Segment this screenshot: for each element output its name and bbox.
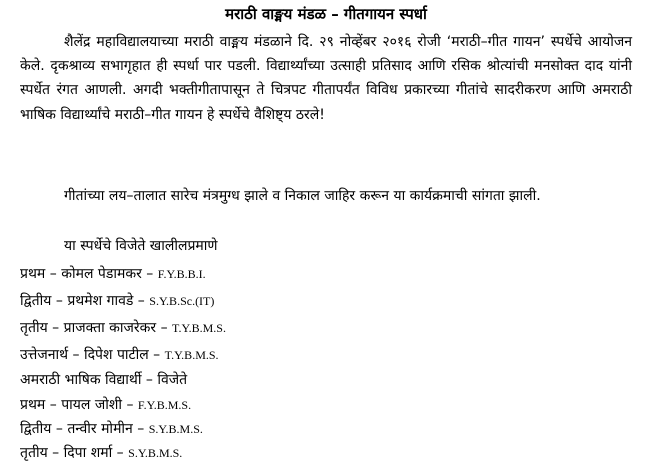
- winner-class: S.Y.B.M.S.: [128, 446, 183, 460]
- winner-rank: तृतीय: [20, 320, 48, 336]
- separator: –: [45, 397, 62, 413]
- closing-paragraph: गीतांच्या लय–तालात सारेच मंत्रमुग्ध झाले व निकाल जाहिर करून या कार्यक्रमाची सांगता झाली.: [64, 188, 541, 204]
- winner-entry: [20, 393, 191, 417]
- separator: –: [112, 445, 129, 461]
- winner-entry: [20, 262, 206, 286]
- separator: –: [156, 320, 173, 336]
- separator: –: [51, 293, 68, 309]
- winner-class: S.Y.B.Sc.(IT): [149, 294, 215, 308]
- winner-name: प्रथमेश गावडे: [67, 293, 134, 309]
- winner-name: कोमल पेडामकर: [61, 266, 142, 282]
- winner-class: T.Y.B.M.S.: [164, 348, 219, 362]
- intro-paragraph: शैलेंद्र महाविद्यालयाच्या मराठी वाङ्मय मंडळाने दि. २९ नोव्हेंबर २०१६ रोजी ‘मराठी–गीत गायन’ स्पर्धेचे आयोजन केले. दृकश्राव्य सभागृहात ही स्पर्धा पार पडली. विद्यार्थ्यांच्या उत्साही प्रतिसाद आणि रसिक श्रोत्यांची मनसोक्त दाद यांनी स्पर्धेत रंगत आणली. अगदी भक्तीगीतापासून ते चित्रपट गीतापर्यंत विविध प्रकारच्या गीतांचे सादरीकरण आणि अमराठी भाषिक विद्यार्थ्यांचे मराठी–गीत गायन हे स्पर्धेचे वैशिष्ट्य ठरले!: [20, 34, 632, 123]
- winners-heading: या स्पर्धेचे विजेते खालीलप्रमाणे: [64, 238, 218, 254]
- separator: –: [68, 347, 84, 363]
- non-marathi-heading: अमराठी भाषिक विद्यार्थी – विजेते: [20, 372, 188, 388]
- winner-class: F.Y.B.B.I.: [157, 267, 206, 281]
- winner-entry: [20, 316, 226, 340]
- winner-rank: तृतीय: [20, 445, 48, 461]
- separator: –: [141, 266, 158, 282]
- winner-entry: [20, 441, 182, 465]
- separator: –: [51, 421, 68, 437]
- separator: –: [148, 347, 165, 363]
- separator: –: [45, 266, 62, 282]
- winner-name: दिपेश पाटील: [83, 347, 149, 363]
- winner-class: S.Y.B.M.S.: [148, 422, 203, 436]
- winner-name: पायल जोशी: [61, 397, 123, 413]
- winner-name: तन्वीर मोमीन: [67, 421, 133, 437]
- winner-rank: द्वितीय: [20, 293, 52, 309]
- separator: –: [47, 445, 64, 461]
- document-title: मराठी वाङ्मय मंडळ – गीतगायन स्पर्धा: [225, 5, 427, 23]
- winner-name: दिपा शर्मा: [63, 445, 113, 461]
- winner-class: F.Y.B.M.S.: [137, 398, 192, 412]
- winner-entry: [20, 343, 219, 367]
- winner-rank: प्रथम: [20, 397, 46, 413]
- separator: –: [47, 320, 64, 336]
- winner-name: प्राजक्ता काजरेकर: [63, 320, 157, 336]
- separator: –: [133, 293, 150, 309]
- separator: –: [122, 397, 138, 413]
- winner-entry: [20, 289, 214, 313]
- separator: –: [132, 421, 149, 437]
- winner-rank: प्रथम: [20, 266, 46, 282]
- winner-entry: [20, 417, 203, 441]
- winner-class: T.Y.B.M.S.: [172, 321, 226, 335]
- winner-rank: द्वितीय: [20, 421, 52, 437]
- winner-rank: उत्तेजनार्थ: [20, 347, 69, 363]
